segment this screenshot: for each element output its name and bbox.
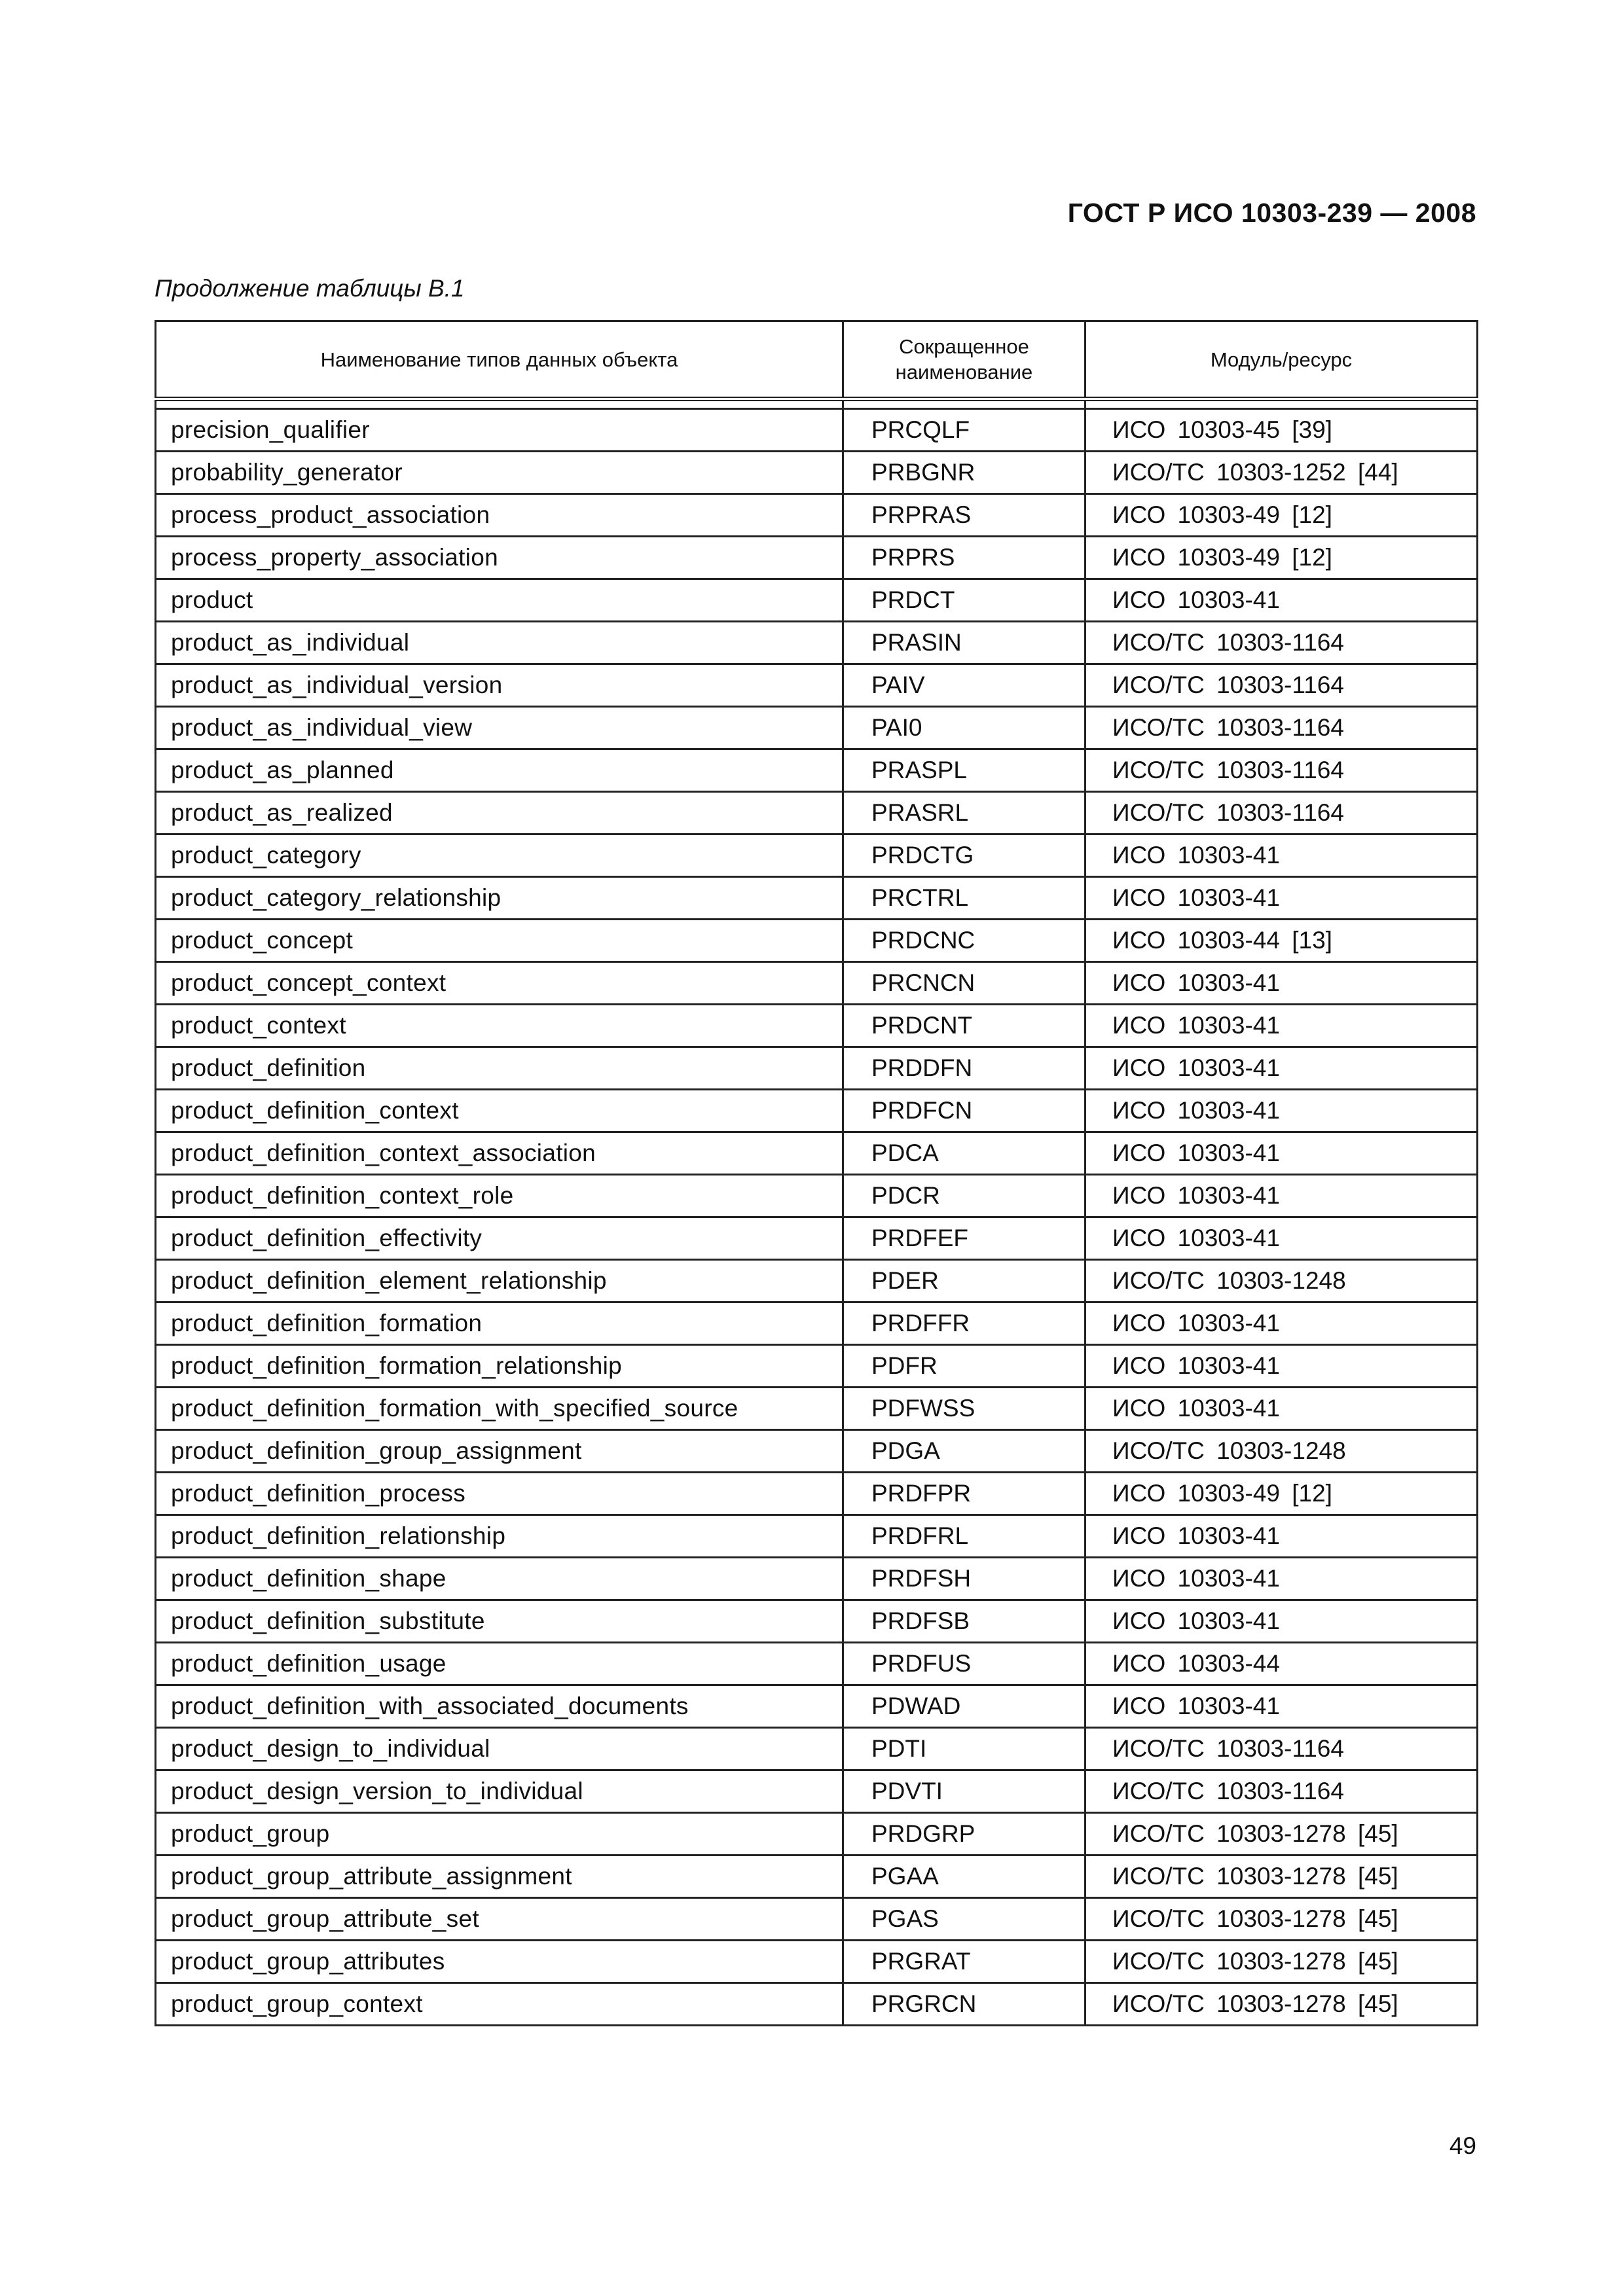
table-row <box>156 1260 1478 1302</box>
table-row <box>156 1600 1478 1643</box>
table-row <box>156 962 1478 1005</box>
table-row <box>156 1941 1478 1983</box>
entity-name-cell: product_definition_element_relationship <box>156 1260 843 1302</box>
short-name-cell: PRDCT <box>843 579 1085 622</box>
short-name-cell: PRPRS <box>843 537 1085 579</box>
table-row <box>156 1813 1478 1856</box>
table-row <box>156 1132 1478 1175</box>
entity-name-cell: product_as_realized <box>156 792 843 834</box>
short-name-cell: PRDFEF <box>843 1217 1085 1260</box>
short-name-cell: PGAS <box>843 1898 1085 1941</box>
entity-name-cell: product_definition_formation <box>156 1302 843 1345</box>
entity-name-cell: product_category <box>156 834 843 877</box>
short-name-cell: PRCNCN <box>843 962 1085 1005</box>
module-cell: ИСО 10303-41 <box>1085 1388 1478 1430</box>
table-row <box>156 920 1478 962</box>
module-cell: ИСО/ТС 10303-1164 <box>1085 792 1478 834</box>
short-name-cell: PAI0 <box>843 707 1085 749</box>
module-cell: ИСО/ТС 10303-1164 <box>1085 749 1478 792</box>
entity-name-cell: product_definition_substitute <box>156 1600 843 1643</box>
module-cell: ИСО 10303-49 [12] <box>1085 494 1478 537</box>
entity-name-cell: product_group_attribute_set <box>156 1898 843 1941</box>
module-cell: ИСО 10303-41 <box>1085 1558 1478 1600</box>
table-row <box>156 1983 1478 2026</box>
short-name-cell: PRBGNR <box>843 452 1085 494</box>
table-row <box>156 1515 1478 1558</box>
module-cell: ИСО/ТС 10303-1164 <box>1085 1770 1478 1813</box>
module-cell: ИСО/ТС 10303-1164 <box>1085 707 1478 749</box>
module-cell: ИСО/ТС 10303-1278 [45] <box>1085 1856 1478 1898</box>
entity-name-cell: precision_qualifier <box>156 409 843 452</box>
entity-name-cell: product_definition_usage <box>156 1643 843 1685</box>
entity-name-cell: product_definition_context_association <box>156 1132 843 1175</box>
module-cell: ИСО 10303-41 <box>1085 1302 1478 1345</box>
short-name-cell: PRDGRP <box>843 1813 1085 1856</box>
table-row <box>156 1047 1478 1090</box>
header-entity-name: Наименование типов данных объекта <box>156 321 843 399</box>
module-cell: ИСО/ТС 10303-1278 [45] <box>1085 1941 1478 1983</box>
module-cell: ИСО 10303-41 <box>1085 1345 1478 1388</box>
table-row <box>156 1388 1478 1430</box>
table-row <box>156 537 1478 579</box>
entity-name-cell: product_as_individual <box>156 622 843 664</box>
short-name-cell: PRDDFN <box>843 1047 1085 1090</box>
table-row <box>156 1770 1478 1813</box>
short-name-cell: PDFR <box>843 1345 1085 1388</box>
table-row <box>156 664 1478 707</box>
module-cell: ИСО/ТС 10303-1164 <box>1085 1728 1478 1770</box>
module-cell: ИСО/ТС 10303-1252 [44] <box>1085 452 1478 494</box>
table-row <box>156 1856 1478 1898</box>
short-name-cell: PDWAD <box>843 1685 1085 1728</box>
table-row <box>156 707 1478 749</box>
module-cell: ИСО/ТС 10303-1278 [45] <box>1085 1898 1478 1941</box>
table-row <box>156 1090 1478 1132</box>
entity-name-cell: product_definition_formation_with_specified_source <box>156 1388 843 1430</box>
header-module: Модуль/ресурс <box>1085 321 1478 399</box>
table-row <box>156 579 1478 622</box>
entity-name-cell: product_definition_process <box>156 1473 843 1515</box>
entity-name-cell: product_definition_formation_relationship <box>156 1345 843 1388</box>
short-name-cell: PRDFUS <box>843 1643 1085 1685</box>
entity-name-cell: product_as_individual_version <box>156 664 843 707</box>
table-row <box>156 494 1478 537</box>
table-row <box>156 1302 1478 1345</box>
short-name-cell: PDVTI <box>843 1770 1085 1813</box>
short-name-cell: PRDCNT <box>843 1005 1085 1047</box>
entity-name-cell: product_definition_context <box>156 1090 843 1132</box>
entity-name-cell: product_group <box>156 1813 843 1856</box>
short-name-cell: PDER <box>843 1260 1085 1302</box>
table-header-row <box>156 321 1478 399</box>
short-name-cell: PRPRAS <box>843 494 1085 537</box>
entity-name-cell: product_definition_effectivity <box>156 1217 843 1260</box>
data-types-table <box>155 320 1478 2026</box>
module-cell: ИСО/ТС 10303-1248 <box>1085 1260 1478 1302</box>
entity-name-cell: product_context <box>156 1005 843 1047</box>
short-name-cell: PRDFFR <box>843 1302 1085 1345</box>
module-cell: ИСО 10303-41 <box>1085 1217 1478 1260</box>
entity-name-cell: process_product_association <box>156 494 843 537</box>
entity-name-cell: product_definition_with_associated_documents <box>156 1685 843 1728</box>
short-name-cell: PRCTRL <box>843 877 1085 920</box>
short-name-cell: PDFWSS <box>843 1388 1085 1430</box>
table-row <box>156 1898 1478 1941</box>
table-row <box>156 1217 1478 1260</box>
short-name-cell: PRDCTG <box>843 834 1085 877</box>
module-cell: ИСО 10303-41 <box>1085 1685 1478 1728</box>
module-cell: ИСО 10303-41 <box>1085 1515 1478 1558</box>
table-caption: Продолжение таблицы В.1 <box>155 275 465 302</box>
header-short-name: Сокращенное наименование <box>843 321 1085 399</box>
module-cell: ИСО 10303-41 <box>1085 1175 1478 1217</box>
entity-name-cell: product_group_attribute_assignment <box>156 1856 843 1898</box>
entity-name-cell: product_concept <box>156 920 843 962</box>
table-row <box>156 1558 1478 1600</box>
entity-name-cell: product_definition_relationship <box>156 1515 843 1558</box>
module-cell: ИСО 10303-41 <box>1085 1047 1478 1090</box>
module-cell: ИСО/ТС 10303-1164 <box>1085 622 1478 664</box>
entity-name-cell: product_design_version_to_individual <box>156 1770 843 1813</box>
short-name-cell: PRDFPR <box>843 1473 1085 1515</box>
module-cell: ИСО 10303-49 [12] <box>1085 537 1478 579</box>
short-name-cell: PRASRL <box>843 792 1085 834</box>
short-name-cell: PRASIN <box>843 622 1085 664</box>
table-row <box>156 1728 1478 1770</box>
module-cell: ИСО 10303-41 <box>1085 1132 1478 1175</box>
module-cell: ИСО/ТС 10303-1278 [45] <box>1085 1983 1478 2026</box>
table-row <box>156 1175 1478 1217</box>
entity-name-cell: product_as_planned <box>156 749 843 792</box>
entity-name-cell: product_definition_group_assignment <box>156 1430 843 1473</box>
module-cell: ИСО 10303-44 <box>1085 1643 1478 1685</box>
entity-name-cell: product_category_relationship <box>156 877 843 920</box>
short-name-cell: PDCR <box>843 1175 1085 1217</box>
table-row <box>156 1473 1478 1515</box>
entity-name-cell: product_definition_context_role <box>156 1175 843 1217</box>
entity-name-cell: product_design_to_individual <box>156 1728 843 1770</box>
short-name-cell: PDGA <box>843 1430 1085 1473</box>
entity-name-cell: product_concept_context <box>156 962 843 1005</box>
module-cell: ИСО 10303-49 [12] <box>1085 1473 1478 1515</box>
table-row <box>156 1005 1478 1047</box>
module-cell: ИСО 10303-41 <box>1085 579 1478 622</box>
document-id: ГОСТ Р ИСО 10303-239 — 2008 <box>1067 198 1476 228</box>
module-cell: ИСО 10303-41 <box>1085 962 1478 1005</box>
entity-name-cell: product_group_context <box>156 1983 843 2026</box>
table-row <box>156 1685 1478 1728</box>
module-cell: ИСО/ТС 10303-1164 <box>1085 664 1478 707</box>
module-cell: ИСО/ТС 10303-1278 [45] <box>1085 1813 1478 1856</box>
module-cell: ИСО 10303-41 <box>1085 1005 1478 1047</box>
short-name-cell: PRASPL <box>843 749 1085 792</box>
short-name-cell: PRDCNC <box>843 920 1085 962</box>
table-row <box>156 1643 1478 1685</box>
entity-name-cell: product_as_individual_view <box>156 707 843 749</box>
module-cell: ИСО/ТС 10303-1248 <box>1085 1430 1478 1473</box>
short-name-cell: PGAA <box>843 1856 1085 1898</box>
module-cell: ИСО 10303-41 <box>1085 1600 1478 1643</box>
entity-name-cell: probability_generator <box>156 452 843 494</box>
module-cell: ИСО 10303-45 [39] <box>1085 409 1478 452</box>
short-name-cell: PDTI <box>843 1728 1085 1770</box>
short-name-cell: PRCQLF <box>843 409 1085 452</box>
short-name-cell: PRDFCN <box>843 1090 1085 1132</box>
short-name-cell: PRDFSH <box>843 1558 1085 1600</box>
table-row <box>156 877 1478 920</box>
short-name-cell: PRDFSB <box>843 1600 1085 1643</box>
table-row <box>156 622 1478 664</box>
module-cell: ИСО 10303-44 [13] <box>1085 920 1478 962</box>
entity-name-cell: product_definition_shape <box>156 1558 843 1600</box>
module-cell: ИСО 10303-41 <box>1085 877 1478 920</box>
short-name-cell: PAIV <box>843 664 1085 707</box>
table-row <box>156 792 1478 834</box>
table-row <box>156 749 1478 792</box>
table-row <box>156 1430 1478 1473</box>
entity-name-cell: process_property_association <box>156 537 843 579</box>
entity-name-cell: product_group_attributes <box>156 1941 843 1983</box>
table-row <box>156 452 1478 494</box>
entity-name-cell: product <box>156 579 843 622</box>
short-name-cell: PRDFRL <box>843 1515 1085 1558</box>
page-number: 49 <box>1449 2132 1476 2159</box>
table-row <box>156 834 1478 877</box>
short-name-cell: PRGRCN <box>843 1983 1085 2026</box>
entity-name-cell: product_definition <box>156 1047 843 1090</box>
table-row <box>156 409 1478 452</box>
short-name-cell: PDCA <box>843 1132 1085 1175</box>
table-row <box>156 1345 1478 1388</box>
short-name-cell: PRGRAT <box>843 1941 1085 1983</box>
header-spacer-row <box>156 399 1478 409</box>
module-cell: ИСО 10303-41 <box>1085 834 1478 877</box>
module-cell: ИСО 10303-41 <box>1085 1090 1478 1132</box>
